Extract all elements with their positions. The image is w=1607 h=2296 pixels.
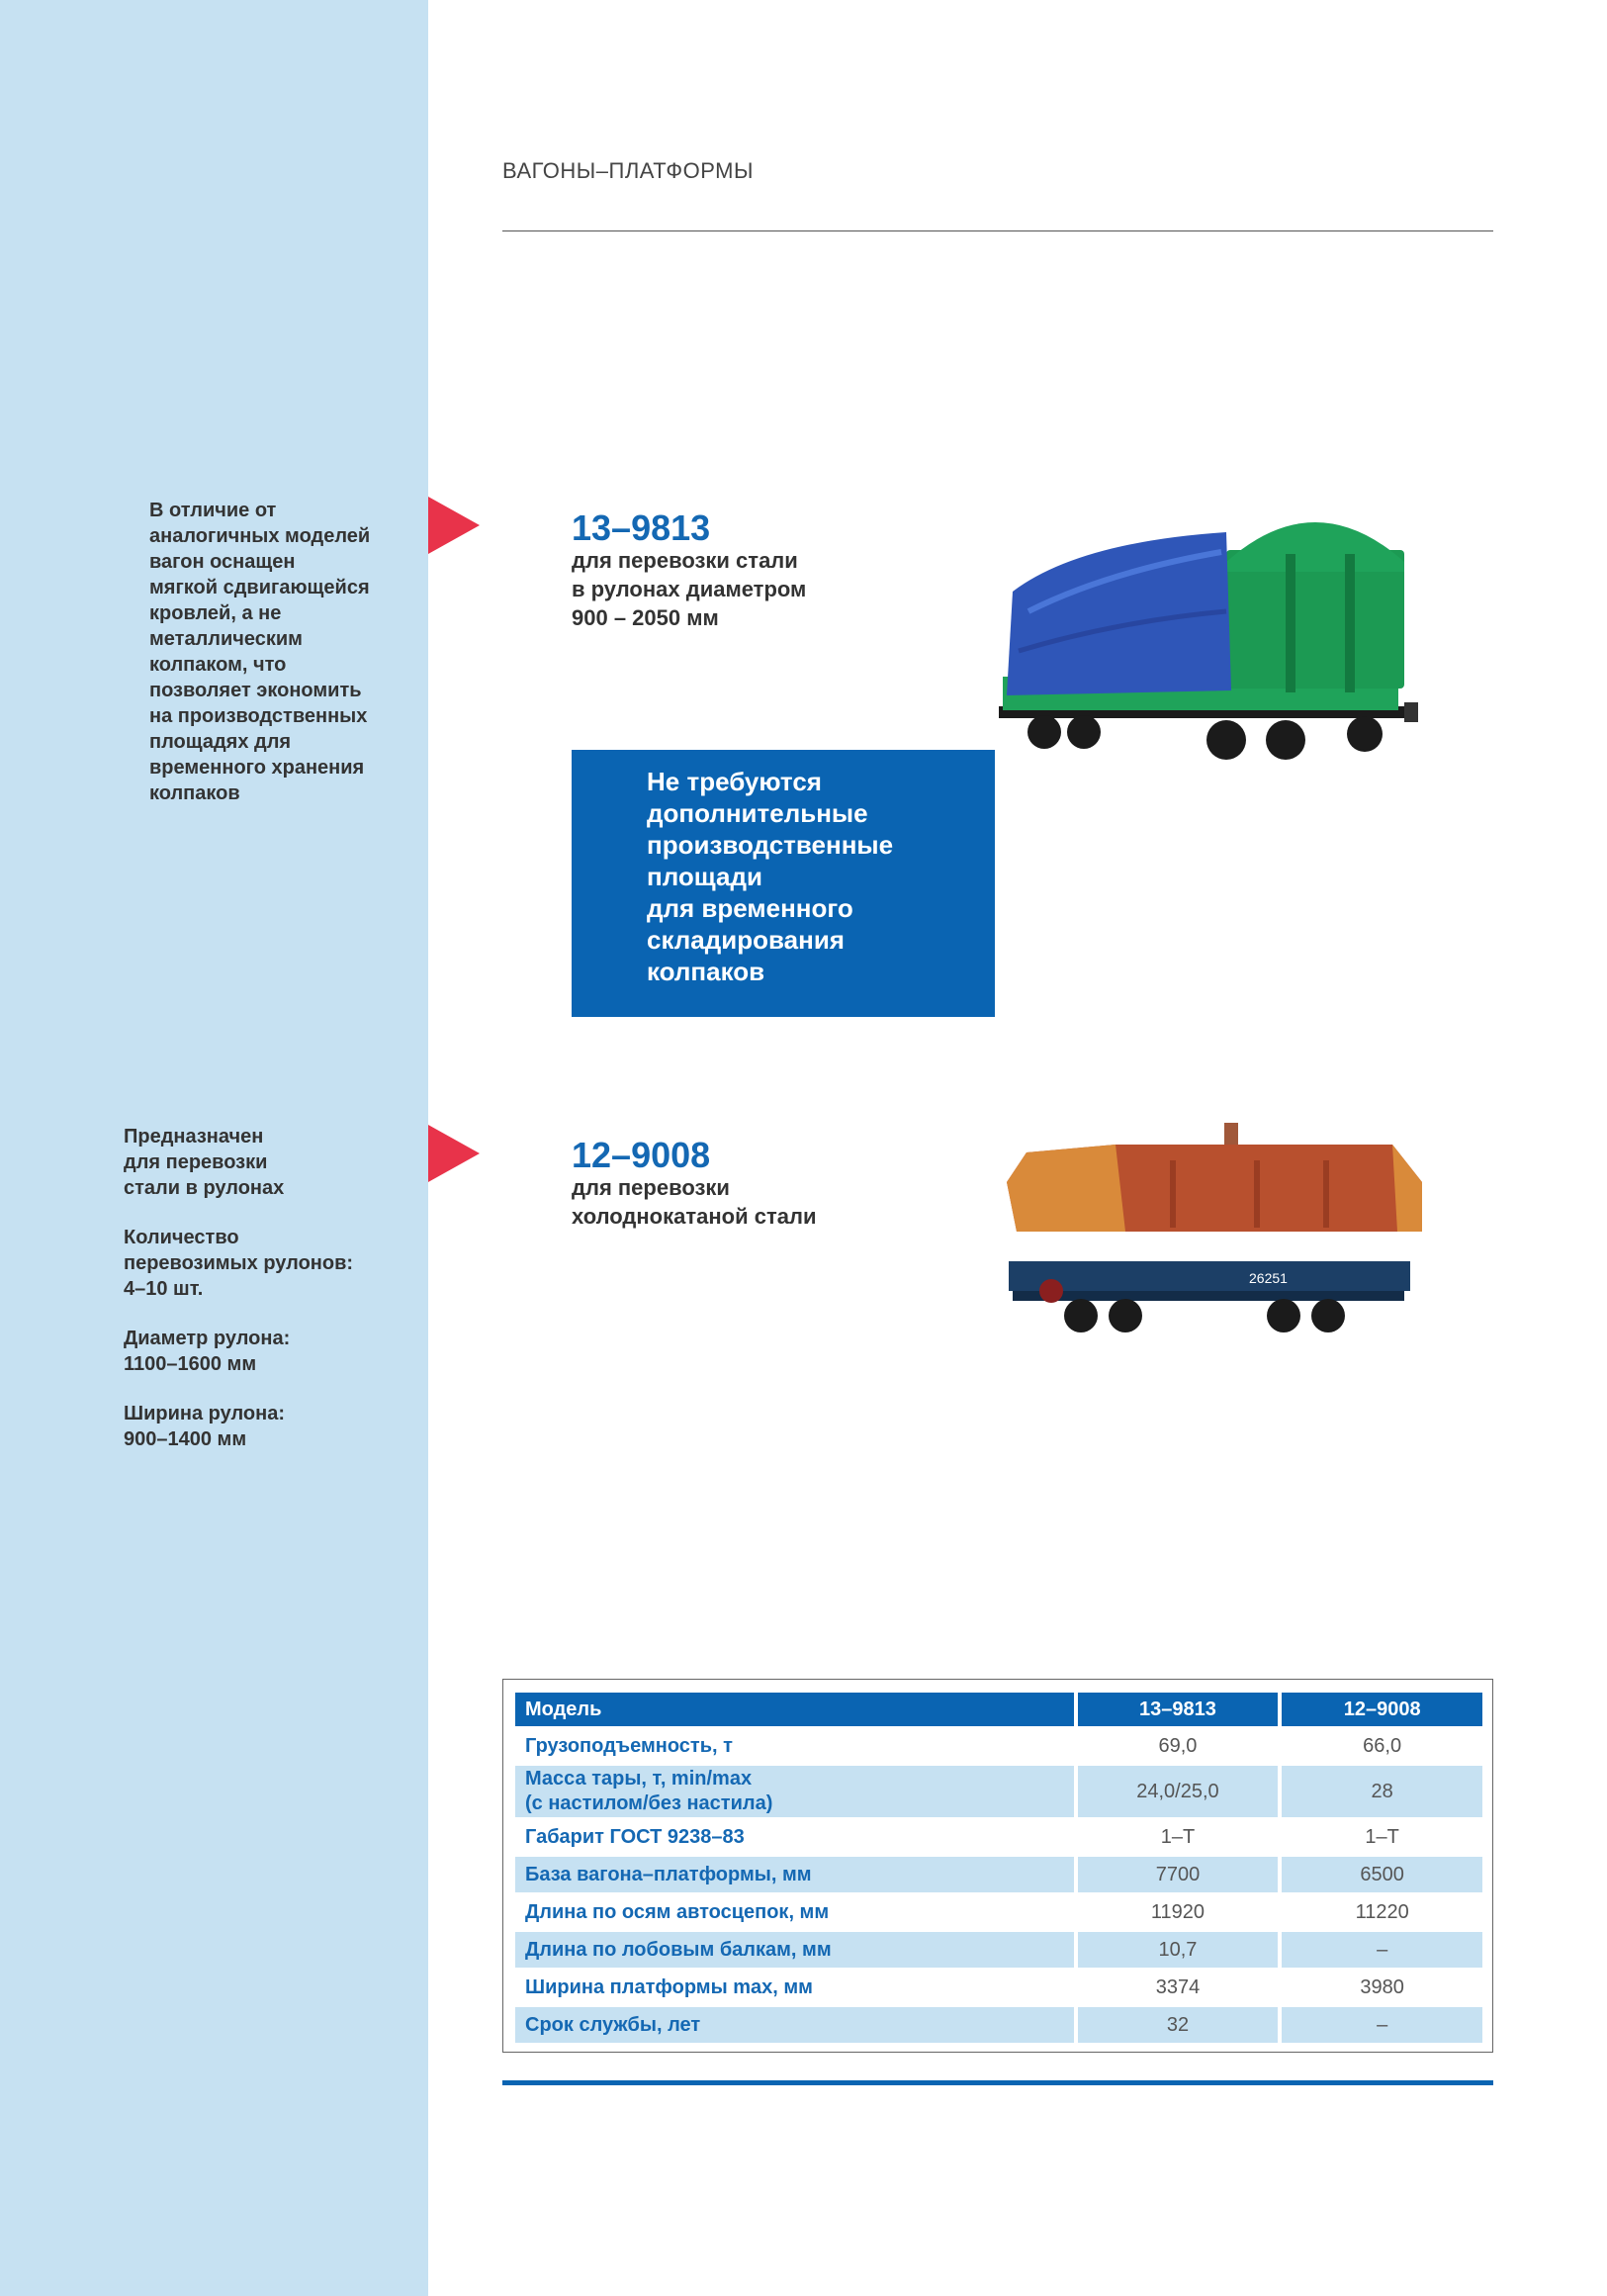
table-row (515, 1819, 1482, 1855)
spec-label: Длина по лобовым балкам, мм (515, 1932, 1074, 1968)
spec-label: Габарит ГОСТ 9238–83 (525, 1825, 745, 1848)
model-2-code: 12–9008 (572, 1135, 711, 1175)
spec-header-model: Модель (515, 1693, 1074, 1726)
model-1-side-note-text: В отличие от аналогичных моделей вагон оснащен мягкой сдвигающейся кровлей, а не металлическим колпаком, что позволяет экономить на производственных площадях для временного хранения колпаков (149, 500, 371, 804)
model-1-side-note (149, 498, 421, 830)
spec-table (515, 1691, 1482, 2045)
spec-value-model-1: 32 (1074, 2007, 1279, 2043)
title-divider (502, 230, 1493, 231)
spec-header-model-2: 12–9008 (1278, 1693, 1482, 1726)
spec-label: Длина по осям автосцепок, мм (525, 1900, 830, 1923)
red-triangle-marker-icon (428, 497, 480, 554)
table-row (515, 1766, 1482, 1817)
model-1-callout-text: Не требуются дополнительные производственные площади для временного складирования колпаков (647, 767, 894, 986)
table-row (515, 1970, 1482, 2005)
spec-value-model-1: 69,0 (1074, 1728, 1279, 1764)
spec-value-model-1: 11920 (1074, 1894, 1279, 1930)
model-2-side-notes (124, 1124, 420, 1476)
spec-value-model-2: 11220 (1278, 1894, 1482, 1930)
table-row (515, 1932, 1482, 1968)
model-2-description: для перевозки холоднокатаной стали (572, 1175, 817, 1229)
spec-value-model-2: 66,0 (1278, 1728, 1482, 1764)
spec-label: Срок службы, лет (515, 2007, 1074, 2043)
section-title: ВАГОНЫ–ПЛАТФОРМЫ (502, 158, 754, 183)
wagon-plate-number: 26251 (1249, 1270, 1288, 1286)
spec-label: Масса тары, т, min/max (с настилом/без настила) (515, 1766, 1074, 1817)
spec-value-model-1: 24,0/25,0 (1074, 1766, 1279, 1817)
spec-value-model-2: 3980 (1278, 1970, 1482, 2005)
model-1-description: для перевозки стали в рулонах диаметром 900 – 2050 мм (572, 548, 807, 630)
model-1-code: 13–9813 (572, 507, 711, 548)
spec-table-frame (502, 1679, 1493, 2053)
steel-coil-wagon-illustration (989, 493, 1434, 789)
spec-header-model-1: 13–9813 (1074, 1693, 1279, 1726)
model-2-side-note-width: Ширина рулона: 900–1400 мм (124, 1403, 285, 1450)
spec-label: Ширина платформы max, мм (525, 1975, 813, 1998)
spec-value-model-2: – (1278, 2007, 1482, 2043)
spec-value-model-2: – (1278, 1932, 1482, 1968)
spec-label: Грузоподъемность, т (525, 1734, 733, 1757)
table-row (515, 1857, 1482, 1892)
table-row (515, 1728, 1482, 1764)
flat-wagon-with-hood-illustration (997, 1123, 1422, 1360)
table-row (515, 2007, 1482, 2043)
spec-value-model-1: 3374 (1074, 1970, 1279, 2005)
spec-value-model-1: 1–Т (1074, 1819, 1279, 1855)
model-1-callout (572, 750, 995, 1017)
model-2-side-note-purpose: Предназначен для перевозки стали в рулонах (124, 1126, 285, 1199)
bottom-divider (502, 2080, 1493, 2085)
spec-value-model-1: 10,7 (1074, 1932, 1279, 1968)
spec-value-model-1: 7700 (1074, 1857, 1279, 1892)
model-2-side-note-diameter: Диаметр рулона: 1100–1600 мм (124, 1328, 291, 1375)
spec-table-header-row (515, 1693, 1482, 1726)
model-2-side-note-count: Количество перевозимых рулонов: 4–10 шт. (124, 1227, 354, 1300)
spec-value-model-2: 6500 (1278, 1857, 1482, 1892)
spec-value-model-2: 1–Т (1278, 1819, 1482, 1855)
red-triangle-marker-icon (428, 1125, 480, 1182)
spec-label: База вагона–платформы, мм (515, 1857, 1074, 1892)
spec-value-model-2: 28 (1278, 1766, 1482, 1817)
table-row (515, 1894, 1482, 1930)
